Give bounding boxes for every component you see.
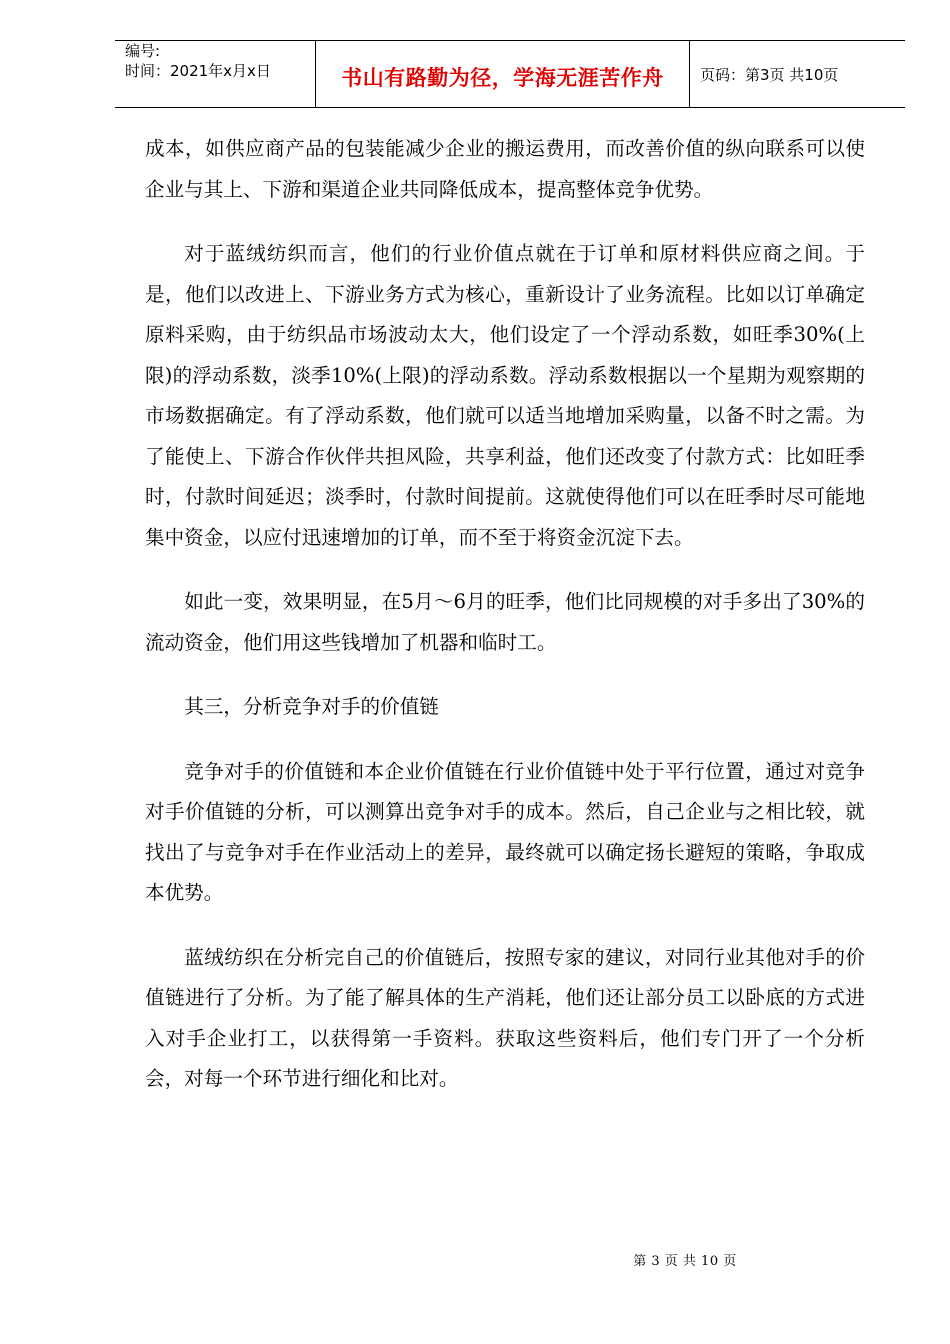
header-page-code: 页码：第3页 共10页 [700,65,839,84]
header-meta-cell [115,41,316,107]
serial-number-label: 编号: [125,42,161,60]
header-motto: 书山有路勤为径，学海无涯苦作舟 [341,66,664,90]
paragraph: 如此一变，效果明显，在5月～6月的旺季，他们比同规模的对手多出了30%的流动资金，他们用这些钱增加了机器和临时工。 [145,590,865,654]
paragraph: 竞争对手的价值链和本企业价值链在行业价值链中处于平行位置，通过对竞争对手价值链的分析，可以测算出竞争对手的成本。然后，自己企业与之相比较，就找出了与竞争对手在作业活动上的差异，最终就可以确定扬长避短的策略，争取成本优势。 [145,759,865,904]
paragraph: 对于蓝绒纺织而言，他们的行业价值点就在于订单和原材料供应商之间。于是，他们以改进上、下游业务方式为核心，重新设计了业务流程。比如以订单确定原料采购，由于纺织品市场波动太大，他们设定了一个浮动系数，如旺季30%(上限)的浮动系数，淡季10%(上限)的浮动系数。浮动系数根据以一个星期为观察期的市场数据确定。有了浮动系数，他们就可以适当地增加采购量，以备不时之需。为了能使上、下游合作伙伴共担风险，共享利益，他们还改变了付款方式：比如旺季时，付款时间延迟；淡季时，付款时间提前。这就使得他们可以在旺季时尽可能地集中资金，以应付迅速增加的订单，而不至于将资金沉淀下去。 [145,242,865,549]
header-page-cell [690,41,905,107]
page-header [115,40,905,108]
paragraph: 成本，如供应商产品的包装能减少企业的搬运费用，而改善价值的纵向联系可以使企业与其上、下游和渠道企业共同降低成本，提高整体竞争优势。 [145,137,865,201]
document-body [145,129,865,1124]
header-motto-cell [316,41,690,107]
paragraph: 蓝绒纺织在分析完自己的价值链后，按照专家的建议，对同行业其他对手的价值链进行了分析。为了能了解具体的生产消耗，他们还让部分员工以卧底的方式进入对手企业打工，以获得第一手资料。获取这些资料后，他们专门开了一个分析会，对每一个环节进行细化和比对。 [145,945,865,1090]
date-label: 时间：2021年x月x日 [125,62,271,80]
section-heading: 其三，分析竞争对手的价值链 [184,695,439,718]
page-footer: 第 3 页 共 10 页 [633,1254,737,1269]
